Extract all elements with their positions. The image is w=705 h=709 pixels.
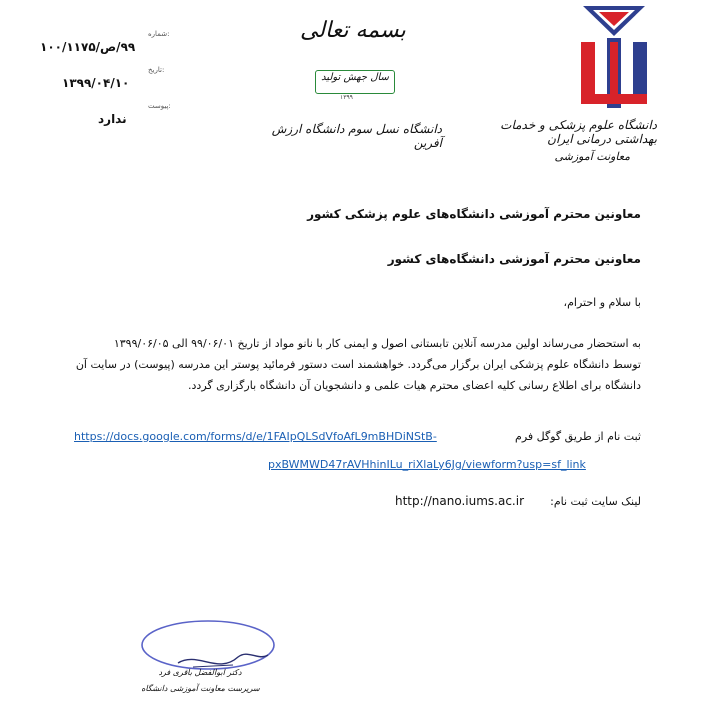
letter-number: ۹۹/ص/۱۰۰/۱۱۷۵ [40,40,136,54]
paragraph-line-2: توسط دانشگاه علوم پزشکی ایران برگزار می‌گردد. خواهشمند است دستور فرمائید پوستر این مدرسه (پیوست) در سایت آن [75,358,641,371]
register-label: ثبت نام از طریق گوگل فرم [515,430,641,443]
register-link-line-1[interactable]: https://docs.google.com/forms/d/e/1FAIpQLSdVfoAfL9mBHDiNStB- [74,430,437,443]
signatory-title: سرپرست معاونت آموزشی دانشگاه [141,684,260,693]
number-label: شماره: [148,30,170,38]
university-motto: دانشگاه نسل سوم دانشگاه ارزش آفرین [271,122,442,150]
recipient-line-2: معاونین محترم آموزشی دانشگاه‌های کشور [387,252,641,266]
greeting: با سلام و احترام، [563,296,641,309]
date-label: تاریخ: [148,66,165,74]
attachment-label: پیوست: [148,102,171,110]
recipient-line-1: معاونین محترم آموزشی دانشگاه‌های علوم پزشکی کشور [307,207,641,221]
site-label: لینک سایت ثبت نام: [550,495,641,508]
department-name: معاونت آموزشی [554,150,630,163]
university-logo-icon [573,2,655,112]
slogan-year: ۱۳۹۹ [340,94,353,101]
register-link-line-2[interactable]: pxBWMWD47rAVHhinILu_riXlaLy6Jg/viewform?usp=sf_link [268,458,586,471]
slogan-text: سال جهش تولید [321,72,389,83]
letter-date: ۱۳۹۹/۰۴/۱۰ [62,76,130,90]
body-paragraph [71,333,641,396]
attachment-value: ندارد [98,112,127,126]
paragraph-line-1: به استحضار می‌رساند اولین مدرسه آنلاین تابستانی اصول و ایمنی کار با نانو مواد از تاریخ ۹۹/۰۶/۰۱ الی ۱۳۹۹/۰۶/۰۵ [113,337,641,350]
site-url[interactable]: http://nano.iums.ac.ir [395,494,524,508]
university-name: دانشگاه علوم پزشکی و خدمات بهداشتی درمانی ایران [500,118,657,146]
paragraph-line-3: دانشگاه برای اطلاع رسانی کلیه اعضای محترم هیات علمی و دانشجویان آن دانشگاه بارگزاری گردد. [188,379,641,392]
signatory-name: دکتر ابوالفضل باقری فرد [158,668,242,677]
bismillah-heading: بسمه تعالی [300,18,406,43]
